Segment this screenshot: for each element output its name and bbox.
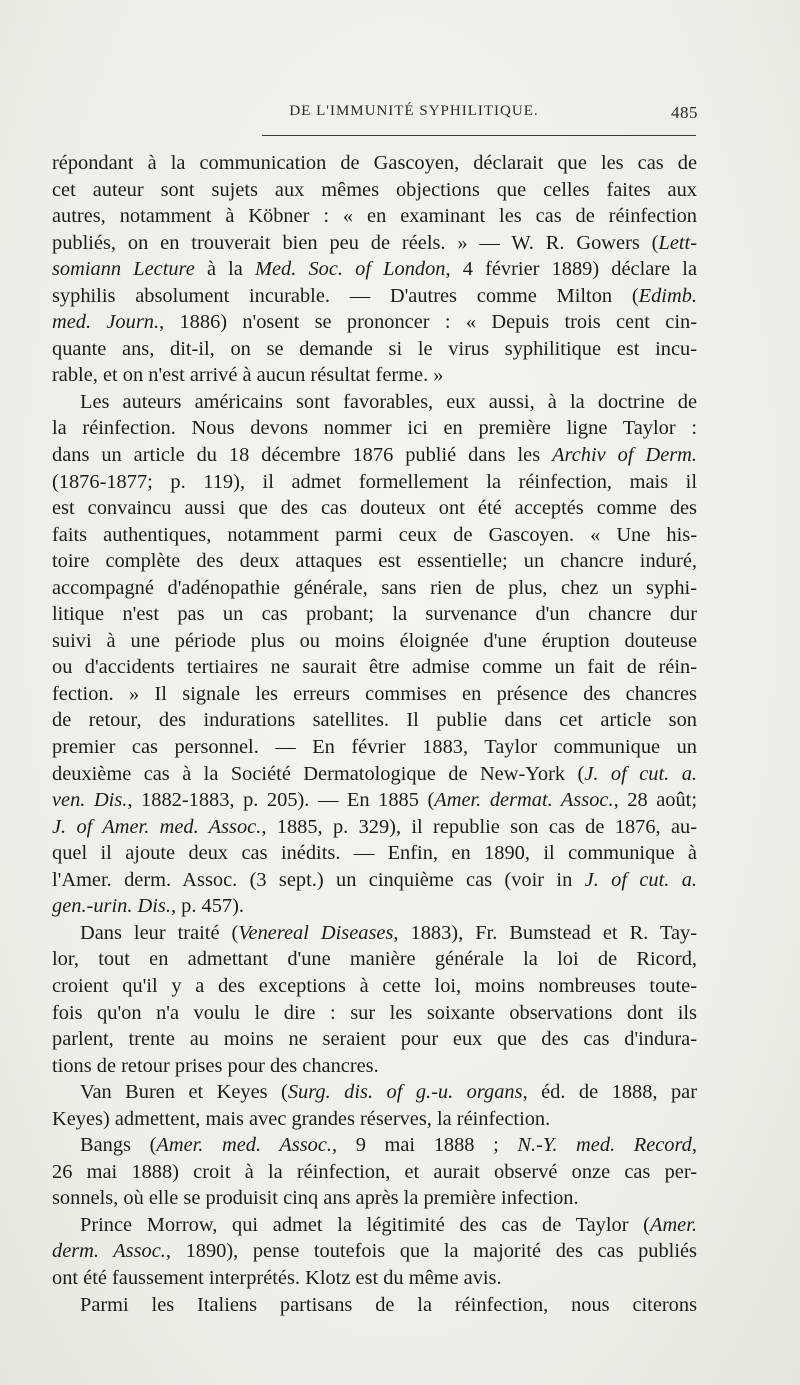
text-line [52, 761, 697, 788]
text-line [52, 469, 697, 496]
text-segment: Keyes) admettent, mais avec grandes réserves, la réinfection. [52, 1107, 551, 1130]
text-line [52, 867, 697, 894]
text-line [52, 336, 697, 363]
text-segment: dans un article du 18 décembre 1876 publié dans les [52, 444, 553, 467]
text-line [52, 946, 697, 973]
text-line [52, 1212, 697, 1239]
header-rule [262, 135, 696, 136]
text-segment: premier cas personnel. — En février 1883, Taylor communique un [52, 736, 697, 759]
text-segment: croient qu'il y a des exceptions à cette loi, moins nombreuses toute- [52, 974, 697, 997]
text-line [52, 814, 697, 841]
text-line [52, 734, 697, 761]
text-segment: cet auteur sont sujets aux mêmes objections que celles faites aux [52, 178, 697, 201]
text-segment: répondant à la communication de Gascoyen, déclarait que les cas de [52, 152, 697, 174]
text-line [52, 283, 697, 310]
text-line [52, 787, 697, 814]
text-segment: accompagné d'adénopathie générale, sans rien de plus, chez un syphi- [52, 576, 697, 599]
text-line [52, 681, 697, 708]
text-segment: , 1886) n'osent se prononcer : « Depuis trois cent cin- [159, 311, 697, 334]
text-segment: Les auteurs américains sont favorables, eux aussi, à la doctrine de [80, 390, 697, 413]
text-line [52, 973, 697, 1000]
body-text [52, 150, 697, 1318]
text-line [52, 177, 697, 204]
text-segment: suivi à une période plus ou moins éloignée d'une éruption douteuse [52, 629, 697, 652]
text-segment: à la [194, 258, 256, 281]
text-line [52, 601, 697, 628]
text-segment: , 1883), Fr. Bumstead et R. Tay- [393, 921, 698, 944]
text-line [52, 1159, 697, 1186]
text-segment: la réinfection. Nous devons nommer ici en première ligne Taylor : [52, 417, 697, 440]
text-segment: fois qu'on n'a voulu le dire : sur les soixante observations dont ils [52, 1001, 697, 1024]
text-line [52, 628, 697, 655]
text-line [52, 548, 697, 575]
text-segment: Prince Morrow, qui admet la légitimité des cas de Taylor ( [80, 1213, 650, 1236]
text-segment: fection. » Il signale les erreurs commises en présence des chancres [52, 682, 697, 705]
text-line [52, 495, 697, 522]
italic-citation: Edimb. [638, 284, 697, 307]
italic-citation: J. of cut. a. [584, 868, 698, 891]
text-line [52, 1079, 697, 1106]
text-segment: publiés, on en trouverait bien peu de réels. » — W. R. Gowers ( [52, 231, 659, 254]
text-line [52, 309, 697, 336]
text-segment: quel il ajoute deux cas inédits. — Enfin, en 1890, il communique à [52, 842, 697, 865]
text-segment: , 1890), pense toutefois que la majorité des cas publiés [165, 1240, 697, 1263]
text-line [52, 1106, 697, 1133]
text-line [52, 893, 697, 920]
text-segment: , 1885, p. 329), il republie son cas de 1876, au- [261, 815, 697, 838]
text-segment: toire complète des deux attaques est essentielle; un chancre induré, [52, 550, 697, 573]
italic-citation: Amer. [649, 1213, 697, 1236]
text-line [52, 362, 697, 389]
italic-citation: med. Journ. [52, 311, 160, 334]
text-segment: ou d'accidents tertiaires ne saurait être admise comme un fait de réin- [52, 656, 697, 679]
italic-citation: gen.-urin. Dis. [52, 895, 171, 918]
italic-citation: derm. Assoc. [52, 1240, 166, 1263]
text-line [52, 389, 697, 416]
text-segment: , 9 mai 1888 ; [332, 1134, 518, 1157]
text-segment: quante ans, dit-il, on se demande si le virus syphilitique est incu- [52, 337, 697, 360]
italic-citation: J. of Amer. med. Assoc. [52, 815, 262, 838]
page-number: 485 [671, 103, 698, 122]
text-line [52, 150, 697, 177]
text-line [52, 1132, 697, 1159]
italic-citation: Venereal Diseases [238, 921, 394, 944]
text-segment: faits authentiques, notamment parmi ceux de Gascoyen. « Une his- [52, 523, 697, 546]
text-segment: litique n'est pas un cas probant; la survenance d'un chancre dur [52, 603, 697, 626]
text-segment: Bangs ( [80, 1134, 157, 1157]
text-line [52, 707, 697, 734]
text-line [52, 230, 697, 257]
italic-citation: Archiv of Derm. [552, 444, 697, 467]
text-segment: , p. 457). [170, 895, 245, 918]
text-line [52, 1238, 697, 1265]
italic-citation: ven. Dis. [52, 789, 128, 812]
italic-citation: J. of cut. a. [584, 762, 697, 785]
text-line [52, 654, 697, 681]
text-segment: parlent, trente au moins ne seraient pour eux que des cas d'indura- [52, 1028, 697, 1051]
italic-citation: Lett- [658, 231, 697, 254]
italic-citation: somiann Lecture [52, 258, 195, 281]
text-line [52, 442, 697, 469]
text-line [52, 840, 697, 867]
italic-citation: Surg. dis. of g.-u. organs [287, 1081, 523, 1104]
italic-citation: N.-Y. med. Record [517, 1134, 692, 1157]
text-segment: tions de retour prises pour des chancres. [52, 1054, 379, 1077]
running-head [52, 103, 696, 125]
text-line [52, 1026, 697, 1053]
text-line [52, 1000, 697, 1027]
text-segment: est convaincu aussi que des cas douteux ont été acceptés comme des [52, 497, 697, 520]
text-segment: Dans leur traité ( [80, 921, 239, 944]
text-segment: deuxième cas à la Société Dermatologique de New-York ( [52, 762, 585, 785]
italic-citation: Amer. dermat. Assoc. [434, 789, 614, 812]
text-segment: Van Buren et Keyes ( [80, 1081, 288, 1104]
text-segment: Parmi les Italiens partisans de la réinfection, nous citerons [80, 1293, 697, 1316]
text-line [52, 1185, 697, 1212]
text-segment: (1876-1877; p. 119), il admet formellement la réinfection, mais il [52, 470, 697, 493]
text-segment: 26 mai 1888) croit à la réinfection, et aurait observé onze cas per- [52, 1160, 697, 1183]
text-line [52, 575, 697, 602]
text-segment: syphilis absolument incurable. — D'autres comme Milton ( [52, 284, 639, 307]
text-segment: , éd. de 1888, par [522, 1081, 697, 1104]
text-segment: l'Amer. derm. Assoc. (3 sept.) un cinquième cas (voir in [52, 868, 585, 891]
text-segment: , 4 février 1889) déclare la [445, 258, 697, 281]
text-segment: sonnels, où elle se produisit cinq ans après la première infection. [52, 1187, 579, 1210]
text-line [52, 1053, 697, 1080]
text-segment: , 28 août; [613, 789, 697, 812]
text-segment: autres, notamment à Köbner : « en examinant les cas de réinfection [52, 205, 697, 228]
text-line [52, 256, 697, 283]
text-segment: , [691, 1134, 697, 1157]
text-segment: de retour, des indurations satellites. Il publie dans cet article son [52, 709, 697, 732]
text-line [52, 1292, 697, 1319]
text-segment: , 1882-1883, p. 205). — En 1885 ( [127, 789, 435, 812]
text-segment: lor, tout en admettant d'une manière générale la loi de Ricord, [52, 948, 697, 971]
text-line [52, 522, 697, 549]
text-segment: ont été faussement interprétés. Klotz est du même avis. [52, 1266, 502, 1289]
text-line [52, 1265, 697, 1292]
text-segment: rable, et on n'est arrivé à aucun résultat ferme. » [52, 364, 444, 387]
italic-citation: Amer. med. Assoc. [156, 1134, 332, 1157]
text-line [52, 415, 697, 442]
italic-citation: Med. Soc. of London [255, 258, 446, 281]
text-line [52, 203, 697, 230]
running-title: DE L'IMMUNITÉ SYPHILITIQUE. [289, 103, 539, 119]
text-line [52, 920, 697, 947]
